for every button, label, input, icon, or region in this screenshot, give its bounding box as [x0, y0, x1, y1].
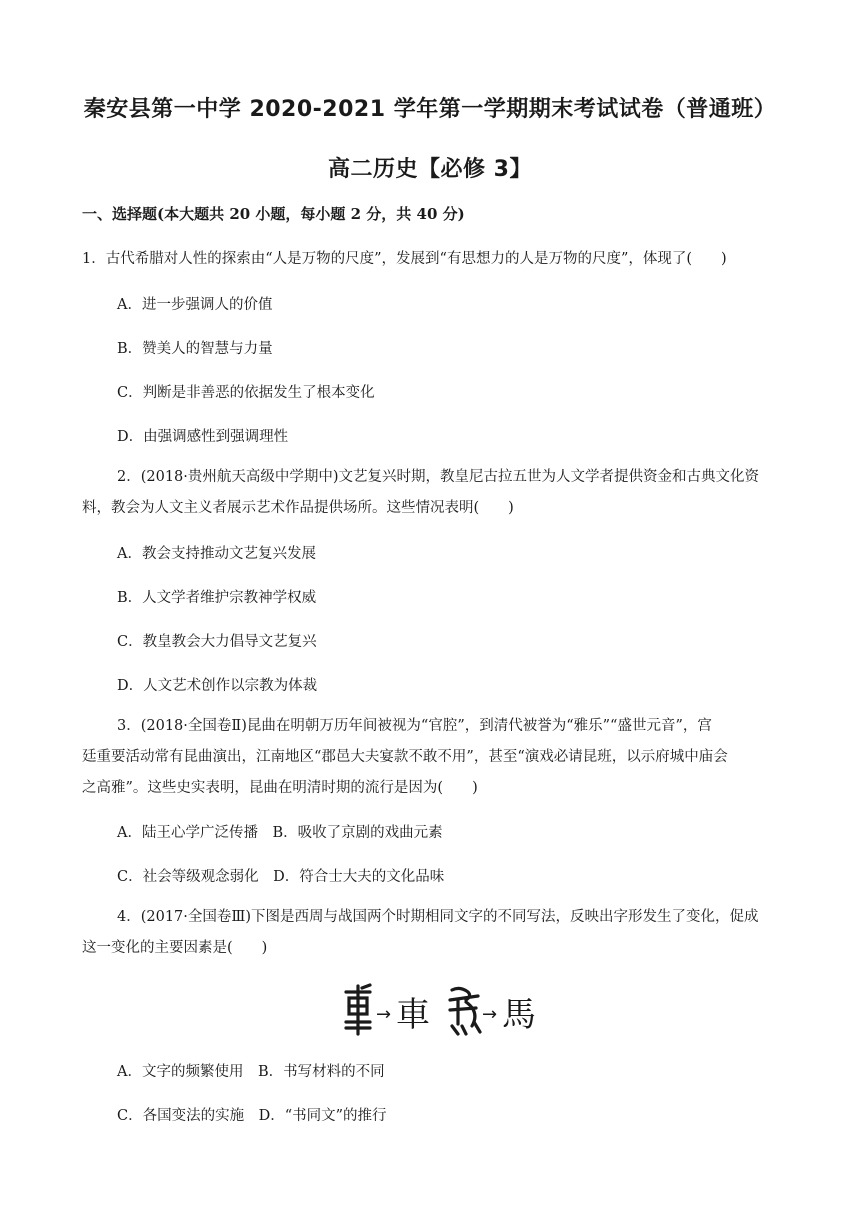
question-4-option-ab: A．文字的频繁使用 B．书写材料的不同	[117, 1064, 385, 1080]
question-2-line-1: 2．(2018·贵州航天高级中学期中)文艺复兴时期，教皇尼古拉五世为人文学者提供资金和古典文化资	[117, 469, 760, 485]
question-4-line-1: 4．(2017·全国卷Ⅲ)下图是西周与战国两个时期相同文字的不同写法，反映出字形发生了变化，促成	[117, 909, 759, 925]
question-1-option-b: B．赞美人的智慧与力量	[117, 341, 273, 357]
character-evolution-figure	[340, 982, 550, 1038]
question-1-option-c: C．判断是非善恶的依据发生了根本变化	[117, 385, 375, 401]
ancient-ma-glyph	[450, 988, 480, 1034]
question-4-option-cd: C．各国变法的实施 D．“书同文”的推行	[117, 1108, 387, 1124]
arrow-2: →	[482, 1004, 498, 1025]
question-3-option-cd: C．社会等级观念弱化 D．符合士大夫的文化品味	[117, 869, 445, 885]
question-4-stem	[82, 902, 782, 964]
section-heading: 一、选择题(本大题共 20 小题，每小题 2 分，共 40 分)	[82, 205, 465, 223]
question-2-stem	[82, 462, 782, 524]
modern-che-glyph: 車	[396, 995, 430, 1035]
modern-ma-glyph: 馬	[502, 995, 536, 1035]
exam-title: 秦安县第一中学 2020-2021 学年第一学期期末考试试卷（普通班）	[83, 97, 777, 122]
question-3-stem	[82, 711, 782, 804]
question-2-option-a: A．教会支持推动文艺复兴发展	[117, 546, 316, 562]
question-3-line-3: 之高雅”。这些史实表明，昆曲在明清时期的流行是因为( )	[82, 780, 478, 796]
question-1-option-a: A．进一步强调人的价值	[117, 297, 273, 313]
question-2-option-d: D．人文艺术创作以宗教为体裁	[117, 678, 318, 694]
question-3-option-ab: A．陆王心学广泛传播 B．吸收了京剧的戏曲元素	[117, 825, 443, 841]
question-1-stem	[82, 244, 782, 275]
question-1-option-d: D．由强调感性到强调理性	[117, 429, 289, 445]
question-1-text: 1．古代希腊对人性的探索由“人是万物的尺度”，发展到“有思想力的人是万物的尺度”，体现了( )	[82, 251, 727, 267]
arrow-1: →	[376, 1004, 392, 1025]
question-2-option-b: B．人文学者维护宗教神学权威	[117, 590, 317, 606]
question-2-option-c: C．教皇教会大力倡导文艺复兴	[117, 634, 317, 650]
question-2-line-2: 料，教会为人文主义者展示艺术作品提供场所。这些情况表明( )	[82, 500, 514, 516]
question-4-line-2: 这一变化的主要因素是( )	[82, 940, 268, 956]
question-3-line-1: 3．(2018·全国卷Ⅱ)昆曲在明朝万历年间被视为“官腔”，到清代被誉为“雅乐”“盛世元音”，宫	[117, 718, 712, 734]
ancient-che-glyph	[346, 985, 370, 1034]
question-3-line-2: 廷重要活动常有昆曲演出，江南地区“郡邑大夫宴款不敢不用”，甚至“演戏必请昆班，以示府城中庙会	[82, 749, 728, 765]
exam-subtitle: 高二历史【必修 3】	[328, 157, 532, 182]
